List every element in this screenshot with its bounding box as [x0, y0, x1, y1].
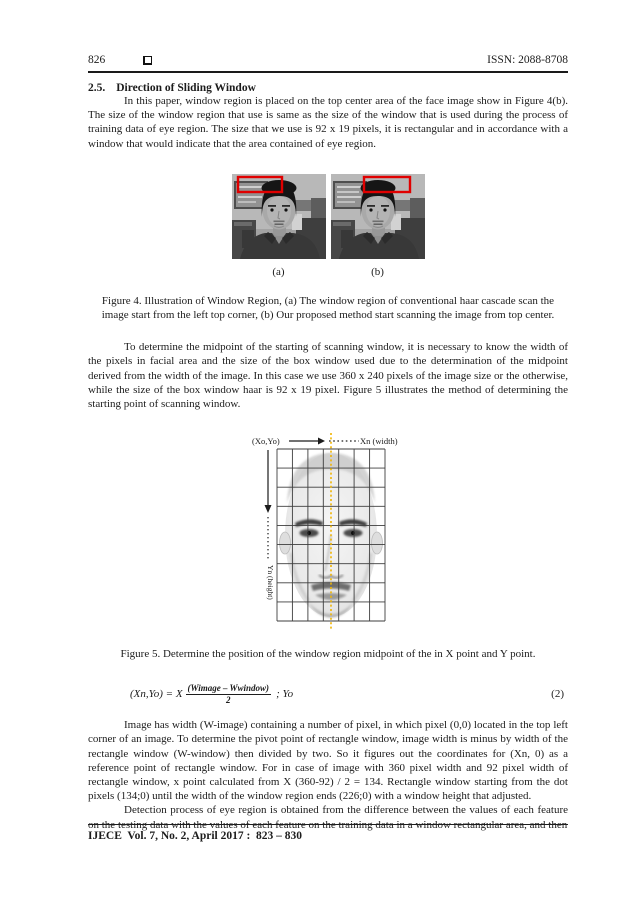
origin-label: (Xo,Yo) [252, 436, 280, 447]
page-header [88, 54, 568, 73]
equation-fraction [186, 683, 272, 705]
equation-number: (2) [551, 688, 564, 701]
square-icon [143, 56, 152, 65]
grid-face-diagram [247, 433, 409, 633]
section-title: Direction of Sliding Window [116, 82, 256, 94]
section-number: 2.5. [88, 82, 106, 94]
paragraph-2: To determine the midpoint of the starting of scanning window, it is necessary to know the width of the pixels in facial area and the size of the box window used due to the determination of the midpoint derived from the width of the image. In this case we use 360 x 240 pixels of the image size or the otherwise, while the size of the box window haar is 92 x 19 pixel. Figure 5 illustrates the method of determining the starting point of scanning window. [88, 341, 568, 411]
figure-5 [88, 433, 568, 633]
face-photo-b [331, 174, 425, 259]
equation-lhs: (Xn,Yo) = X [130, 688, 183, 701]
paragraph-1: In this paper, window region is placed on the top center area of the face image show in Figure 4(b). The size of the window region that use is same as the size of the window that is used during the process of training data of eye region. The size that we use is 92 x 19 pixels, it is rectangular and in accordance with a window that would indicate that the area contained of eye region. [88, 95, 568, 150]
right-arrow-icon [318, 438, 325, 445]
equation-numerator: (Wimage – Wwindow) [187, 683, 270, 694]
equation-2 [88, 683, 568, 705]
figure4-caption: Figure 4. Illustration of Window Region, (a) The window region of conventional haar cascade scan the image start from the left top corner, (b) Our proposed method start scanning the image from top center. [101, 294, 555, 322]
footer-citation: IJECE Vol. 7, No. 2, April 2017 : 823 – 830 [88, 824, 568, 842]
page-number: 826 [88, 54, 106, 66]
paragraph-4: Detection process of eye region is obtained from the difference between the values of each feature on the testing data with the values of each feature on the training data in a window rectangular area, and then [88, 804, 568, 831]
width-label: Xn (width) [360, 436, 398, 447]
height-label: Yn (height) [266, 565, 275, 601]
face-photo-a [232, 174, 326, 259]
equation-rhs: ; Yo [276, 688, 294, 701]
figure5-caption: Figure 5. Determine the position of the window region midpoint of the in X point and Y point. [120, 648, 536, 661]
figure4-label-b: (b) [371, 265, 384, 278]
section-heading [88, 82, 568, 94]
paragraph-3: Image has width (W-image) containing a number of pixel, in which pixel (0,0) located in the top left corner of an image. To determine the pivot point of rectangle window, image width is minus by width of the rectangle window (W-window) then divided by two. So it figures out the coordinates for (Xn, 0) as a reference point of rectangle window. For in case of image with 360 pixel width and 92 pixel width of rectangle window, x point calculated from X (360-92) / 2 = 134. Rectangle window starting from the dot pixels (134;0) until the width of the window region ends (226;0) with a window height that adjusted. [88, 719, 568, 803]
figure4-label-a: (a) [272, 265, 285, 278]
equation-denominator: 2 [226, 694, 231, 705]
issn-label: ISSN: 2088-8708 [487, 54, 568, 66]
figure-4 [88, 174, 568, 278]
